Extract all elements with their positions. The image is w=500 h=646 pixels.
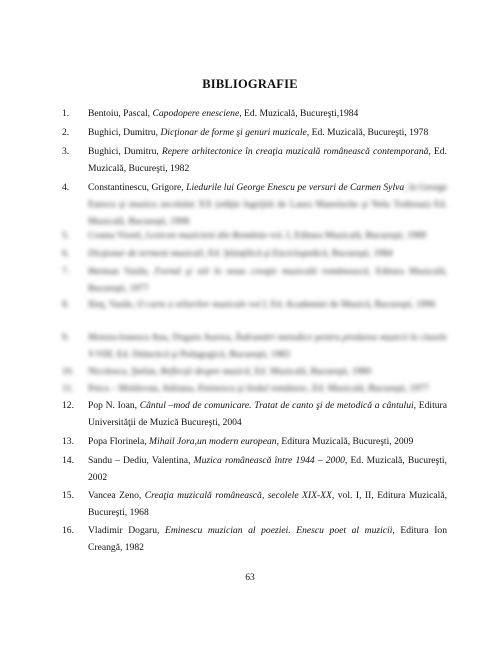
entry-publisher: , Ed. Muzicală, Bucureşti, 1978	[306, 127, 429, 138]
entry-number: 2.	[62, 127, 70, 138]
bibliography-entry-12	[62, 397, 447, 431]
entry-publisher: , Editura Ion Creangă, 1982	[88, 525, 447, 553]
entry-author: Motora-Ionescu Ana, Dogaru Aurora,	[88, 332, 236, 343]
bibliography-entry-6	[62, 245, 447, 262]
bibliography-entry-10	[62, 363, 447, 380]
entry-author: Iliuţ, Vasile,	[88, 299, 137, 310]
entry-author: Herman Vasile,	[88, 266, 155, 277]
bibliography-entry-7	[62, 263, 447, 297]
entry-author: Vancea Zeno,	[88, 490, 145, 501]
entry-number: 9.	[62, 332, 70, 343]
entry-author: Nicolescu, Ştefan,	[88, 366, 161, 377]
entry-publisher: , Ed. Muzicală, Bucureşti, 1977	[307, 383, 429, 394]
entry-publisher: , Ed. Muzicală, Bucureşti, 1980	[249, 366, 372, 377]
bibliography-entry-2	[62, 124, 447, 141]
bibliography-entry-5	[62, 227, 447, 244]
entry-title: Lexicon muzicieni din România	[145, 230, 267, 241]
bibliography-entry-11	[62, 380, 447, 397]
entry-title: Dicţionar de forme şi genuri muzicale	[160, 127, 307, 138]
entry-publisher: vol. I, Editura Muzicală, Bucureşti, 1989	[266, 230, 427, 241]
entry-title: Eminescu şi liedul românesc	[197, 383, 308, 394]
entry-number: 15.	[62, 490, 74, 501]
page-title: BIBLIOGRAFIE	[202, 77, 298, 91]
entry-publisher: , vol. I, II, Editura Muzicală, Bucureşti, 1968	[88, 490, 447, 518]
bibliography-entry-15	[62, 487, 447, 521]
entry-number: 8.	[62, 299, 70, 310]
entry-publisher: , Ed. Muzicală, Bucureşti,1984	[239, 108, 359, 119]
entry-number: 1.	[62, 108, 70, 119]
entry-author: Vladimir Dogaru,	[88, 525, 165, 536]
entry-publisher: , Ed. Muzicală, Bucureşti, 1982	[88, 146, 447, 174]
entry-author: Bughici, Dumitru,	[88, 127, 161, 138]
entry-author: Constantinescu, Grigore,	[88, 182, 187, 193]
entry-number: 7.	[62, 266, 70, 277]
bibliography-entry-9	[62, 329, 447, 363]
entry-title: Cântul –mod de comunicare. Tratat de canto şi de metodică a cântului	[139, 400, 414, 411]
entry-number: 10.	[62, 366, 74, 377]
bibliography-entry-8	[62, 296, 447, 313]
entry-publisher: , în George Enescu şi muzica secolului XX (ediţie îngrijită de Laura Manolache şi Nelu Todirean) Ed. Muzicală, Bucureşti, 1998	[88, 182, 447, 227]
entry-author: Bughici, Dumitru,	[88, 146, 162, 157]
entry-number: 16.	[62, 525, 74, 536]
entry-number: 3.	[62, 146, 70, 157]
entry-number: 4.	[62, 182, 70, 193]
entry-number: 13.	[62, 436, 74, 447]
entry-author: Sandu – Dediu, Valentina,	[88, 455, 194, 466]
entry-title: Îndrumări metodice pentru predarea muzicii în clasele V-VIII	[88, 332, 448, 360]
entry-publisher: , Ed. Academiei de Muzică, Bucureşti, 1996	[265, 299, 436, 310]
bibliography-entry-1	[62, 105, 447, 122]
entry-title: Muzica românească între 1944 – 2000	[193, 455, 345, 466]
entry-publisher: , Editura Universităţii de Muzică Bucureşti, 2004	[88, 400, 447, 428]
entry-publisher: , Ed. Didactică şi Pedagogică, Bucureşti, 1983	[111, 349, 290, 360]
entry-title: Capodopere enesciene	[152, 108, 240, 119]
entry-author: Peica – Moldovan, Adriana,	[88, 383, 198, 394]
entry-publisher: , Ed. Muzicală, Bucureşti, 2002	[88, 455, 447, 483]
entry-title: Liedurile lui George Enescu pe versuri de Carmen Sylva	[186, 182, 405, 193]
entry-author: Bentoiu, Pascal,	[88, 108, 153, 119]
entry-publisher: , Editura Muzicală, Bucureşti, 1977	[88, 266, 447, 294]
entry-title: O carte a stilurilor muzicale vol I	[136, 299, 266, 310]
bibliography-entry-3	[62, 143, 447, 177]
entry-title: Repere arhitectonice în creaţia muzicală românească contemporană	[161, 146, 429, 157]
entry-author: Cosma Viorel,	[88, 230, 146, 241]
bibliography-entry-16	[62, 522, 447, 556]
entry-publisher: , Editura Muzicală, Bucureşti, 2009	[276, 436, 414, 447]
entry-number: 14.	[62, 455, 74, 466]
entry-title: Mihail Jora,un modern european	[149, 436, 277, 447]
entry-title: Dicţionar de termeni muzicali	[88, 248, 204, 259]
entry-title: Formă şi stil în noua creaţie muzicală românească	[154, 266, 369, 277]
entry-number: 6.	[62, 248, 70, 259]
bibliography-entry-13	[62, 433, 447, 450]
bibliography-entry-4	[62, 179, 447, 230]
entry-number: 12.	[62, 400, 74, 411]
bibliography-entry-14	[62, 452, 447, 486]
entry-author: Popa Florinela,	[88, 436, 150, 447]
entry-number: 5.	[62, 230, 70, 241]
page-number: 63	[245, 572, 255, 583]
entry-author: Pop N. Ioan,	[88, 400, 140, 411]
entry-title: Eminescu muzician al poeziei. Enescu poet al muzicii	[164, 525, 393, 536]
entry-title: Reflecţii despre muzică	[160, 366, 250, 377]
entry-title: Creaţia muzicală românească, secolele XIX-XX	[144, 490, 332, 501]
entry-publisher: , Ed. Ştiinţifică şi Enciclopedică, Bucureşti, 1984	[203, 248, 393, 259]
entry-number: 11.	[62, 383, 74, 394]
